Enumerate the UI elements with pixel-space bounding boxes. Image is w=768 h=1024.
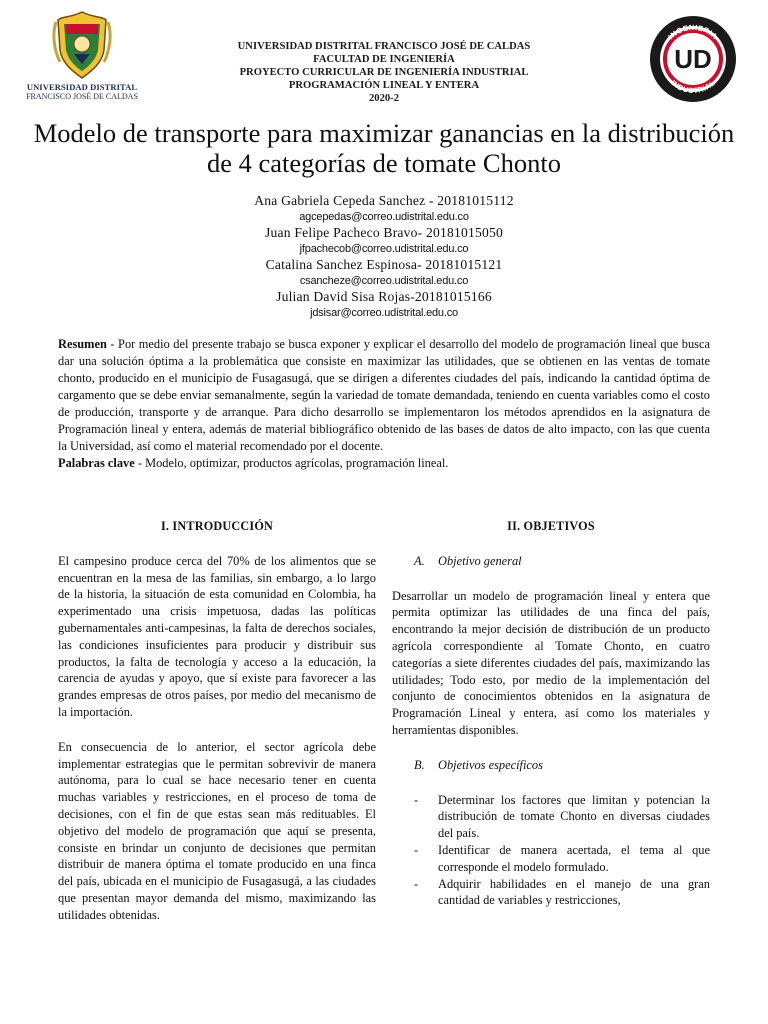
logo-university-subname: FRANCISCO JOSÉ DE CALDAS [26, 92, 138, 101]
right-column [392, 518, 710, 909]
list-item: - Determinar los factores que limitan y potencian la distribución de tomate Chonto en diversas ciudades del país. [414, 792, 710, 841]
coat-of-arms-icon [52, 10, 112, 80]
abstract-section [58, 336, 710, 472]
header-line-term: 2020-2 [368, 93, 399, 104]
institution-header [200, 40, 568, 105]
abstract-label: Resumen [58, 337, 107, 351]
intro-heading: I. INTRODUCCIÓN [160, 519, 274, 533]
general-objective-heading [414, 553, 710, 570]
list-item-text: Identificar de manera acertada, el tema al que corresponde el modelo formulado. [438, 842, 710, 874]
subsection-title: Objetivo general [438, 553, 522, 568]
list-item-text: Adquirir habilidades en el manejo de una gran cantidad de variables y restricciones, [438, 876, 710, 908]
specific-objectives-list [392, 792, 710, 910]
university-logo [22, 10, 142, 101]
objectives-heading: II. OBJETIVOS [507, 519, 595, 533]
author-name: Julian David Sisa Rojas-20181015166 [276, 289, 492, 304]
author-email: jfpachecob@correo.udistrital.edu.co [299, 243, 469, 255]
list-item: - Adquirir habilidades en el manejo de una gran cantidad de variables y restricciones, [414, 876, 710, 908]
abstract-paragraph [58, 336, 710, 455]
logo-top-text: INGENIERIA [666, 22, 720, 42]
paper-title: Modelo de transporte para maximizar ganancias en la distribución de 4 categorías de tomate Chonto [33, 118, 735, 178]
abstract-text: - Por medio del presente trabajo se busca exponer y explicar el desarrollo del modelo de programación lineal que busca dar una solución óptima a la problemática que consiste en maximizar las utilidades, que se obtienen en las ventas de tomate chonto, producido en el municipio de Fusagasugá, que se dirigen a diferentes ciudades del país, indicando la cantidad óptima de cargamento que se debe enviar semanalmente, según la variedad de tomate demandada, teniendo en cuenta variables como el costo de producción, transporte y de arranque. Para dicho desarrollo se implementaron los métodos aprendidos en la asignatura de Programación lineal y entera, además de material bibliográfico obtenido de las bases de datos de alto impacto, con las que cuenta la Universidad, así como el material recomendado por el docente. [58, 337, 710, 453]
header-line-course: PROGRAMACIÓN LINEAL Y ENTERA [288, 80, 480, 91]
logo-bottom-text: INDUSTRIAL [669, 78, 717, 96]
author-name: Ana Gabriela Cepeda Sanchez - 20181015112 [254, 193, 514, 208]
logo-university-name: UNIVERSIDAD DISTRITAL [26, 82, 138, 92]
author-email: agcepedas@correo.udistrital.edu.co [299, 211, 469, 223]
author-name: Catalina Sanchez Espinosa- 20181015121 [265, 257, 503, 272]
keywords-label: Palabras clave [58, 456, 135, 470]
general-objective-text: Desarrollar un modelo de programación lineal y entera que permita optimizar las utilidades de una finca del país, encontrando la mejor decisión de distribución de un producto agrícola correspondiente al Tomate Chonto, en cuatro categorías a siete diferentes ciudades del país, maximizando las utilidades; Todo esto, por medio de la implementación del conjunto de conocimientos obtenidos en la asignatura de Programación Lineal y entera, así como los materiales y herramientas disponibles. [392, 588, 710, 737]
list-item-text: Determinar los factores que limitan y potencian la distribución de tomate Chonto en diversas ciudades del país. [438, 792, 710, 841]
header-line-university: UNIVERSIDAD DISTRITAL FRANCISCO JOSÉ DE CALDAS [237, 41, 531, 52]
subsection-letter: A. [414, 553, 425, 568]
author-email: csancheze@correo.udistrital.edu.co [299, 275, 469, 287]
logo-center-text: UD [674, 44, 712, 74]
specific-objectives-heading [414, 757, 710, 774]
header-line-faculty: FACULTAD DE INGENIERÍA [313, 54, 455, 65]
list-item: - Identificar de manera acertada, el tema al que corresponde el modelo formulado. [414, 842, 710, 874]
header-line-program: PROYECTO CURRICULAR DE INGENIERÍA INDUSTRIAL [239, 67, 529, 78]
keywords-text: - Modelo, optimizar, productos agrícolas, programación lineal. [134, 456, 449, 470]
intro-paragraph: El campesino produce cerca del 70% de los alimentos que se encuentran en la mesa de las familias, sin embargo, a lo largo de la historia, la situación de esta comunidad en Colombia, ha experimentado una crisis impetuosa, dadas las políticas gubernamentales anti-campesinas, la falta de derechos sociales, las condiciones insuficientes para producir y distribuir sus productos, la falta de tecnología y acceso a la educación, la carencia de ayudas y apoyo, que sí existe para favorecer a las grandes empresas de otros países, por medio del mecanismo de la importación. [58, 553, 376, 719]
intro-paragraph: En consecuencia de lo anterior, el sector agrícola debe implementar estrategias que le permitan sobrevivir de manera autónoma, para lo cual se hace necesario tener en cuenta muchas variables y restricciones, en el proceso de toma de decisiones, con el fin de que estas sean más redituables. El objetivo del modelo de programación que aquí se presenta, consiste en brindar un conjunto de decisiones que permitan distribuir de manera óptima el tomate producido en una finca del país, ubicada en el municipio de Fusagasugá, a las ciudades que presentan mayor demanda del mismo, maximizando las utilidades obtenidas. [58, 739, 376, 922]
author-email: jdsisar@correo.udistrital.edu.co [310, 307, 458, 319]
keywords-paragraph [58, 455, 710, 472]
left-column [58, 518, 376, 924]
industrial-engineering-logo [648, 14, 738, 104]
author-list [184, 192, 584, 320]
subsection-letter: B. [414, 757, 425, 772]
subsection-title: Objetivos específicos [438, 757, 543, 772]
author-name: Juan Felipe Pacheco Bravo- 20181015050 [265, 225, 503, 240]
